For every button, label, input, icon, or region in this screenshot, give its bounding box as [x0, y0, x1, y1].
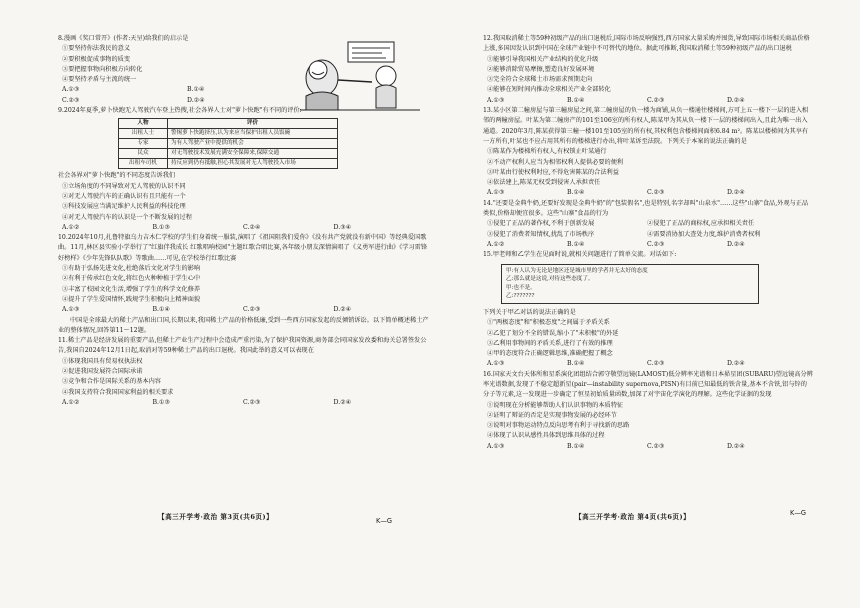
page-footer-left: 【高三开学考·政治 第3页(共6页)】	[158, 513, 274, 521]
option: ④体现了认识从感性具体到思维具体的过程	[487, 432, 605, 440]
choice-d: D.②④	[727, 240, 745, 248]
option: ②能够消除贸易摩擦,塑造良好发展环境	[487, 65, 595, 73]
option: ④提升了学生爱国情怀,践规学生积极向上精神面貌	[62, 295, 201, 303]
choice-d: D.②④	[333, 306, 352, 314]
material-note: 中国是全球最大的稀土产品和出口国,长期以来,我国稀土产品的价格低廉,受到一些西方国家发起的反倾销诉讼。以下简单概述稀土产业的整体情况,回答第11～12题。	[58, 316, 429, 334]
question-stem: 10.2024年10月,扎鲁特旗乌力吉木仁学校的学生们身着统一服装,演唱了《祖国阻我们爱你》《没有共产党就没有新中国》等经典爱国歌曲。11月,林区县实验小学举行了"红旗伴我成长 红歌唱响校园"主题红歌合唱比赛,各年级小朋友深情演唱了《义勇军进行曲》《学习雷锋好榜样》《少年先锋队队歌》等歌曲……可见,在学校举行红歌比赛	[58, 234, 428, 262]
option: ②证明了辩证的否定是实现事物发展的必经环节	[487, 411, 617, 419]
question-stem: 13.某小区第二幢房屋与第三幢房屋之间,第二幢房屋的负一楼为商铺,从负一楼通往楼梯间,方可上五一楼下一层的进入相邻的两幢房屋。叶某为第二幢房产的101至106室的所有权人,陈某甲为其从负一楼下一层的楼梯间出入,且此为唯一出入通道。2020年3月,陈某获得第三幢一楼101至105室的所有权,其权利包含楼梯间面积6.84 m²。陈某以楼梯间为其享有一方所有,叶某也不应占用其所有的楼梯进行办出,将叶某诉至法院。下列关于本案的说法正确的是	[483, 107, 809, 145]
option: ①陈某作为楼梯所有权人,有权锁止叶某通行	[487, 148, 607, 156]
table-cell: 对无驾驶技术发展充满安全保障来,保障交通	[168, 149, 338, 159]
choice-c: C.②③	[647, 96, 665, 104]
choice-d: D.②④	[333, 398, 352, 406]
option: ①说明现在分析能够帮助人们认识事物的本质特征	[487, 401, 624, 409]
choice-a: A.①②	[487, 240, 505, 248]
choice-a: A.①③	[62, 306, 80, 314]
option: ①立场角度的不同导致对无人驾驶的认识不同	[62, 182, 186, 190]
option: ②对无人驾驶汽车的正确认识有且只能有一个	[62, 192, 186, 200]
option: ③乙利用事物间的矛盾关系,进行了有效的推理	[487, 339, 613, 347]
option: ②要积极促成事物的质变	[62, 55, 131, 63]
choice-b: B.①④	[567, 240, 585, 248]
answer-choices	[483, 240, 813, 250]
choice-a: A.①③	[487, 96, 505, 104]
question-stem: 8.漫画《奖口常开》(作者:天呈)给我们的启示是	[58, 35, 189, 42]
option: ③要把握事物向积极方向转化	[62, 65, 143, 73]
choice-d: D.②④	[187, 96, 205, 104]
option-pair	[483, 230, 813, 240]
option: ④我国支持符合我国国家利益的相关要求	[62, 388, 174, 396]
dialog-line: 甲:也不是。	[506, 284, 536, 291]
option: ②侵犯了正品的商标权,应承担相关责任	[647, 220, 755, 228]
option: ③侵犯了消费者知情权,扰乱了市场秩序	[487, 230, 595, 238]
option: ②不动产权利人应当为相邻权利人提供必要的便利	[487, 158, 624, 166]
option: ②促进我国发展符合国际承诺	[62, 368, 143, 376]
option: ①要坚持你法我民的意义	[62, 45, 131, 53]
choice-a: A.①③	[487, 360, 505, 368]
choice-b: B.①③	[152, 223, 171, 231]
option: ③完全符合全球稀土市场需求预期走向	[487, 76, 593, 84]
choice-b: B.①④	[567, 189, 585, 197]
choice-b: B.①④	[187, 86, 205, 94]
question-13	[483, 106, 813, 199]
question-stem: 15.甲老师和乙学生在见面时说,就相关问题进行了简单交流。对话如下:	[483, 251, 677, 259]
option: ④能够在短时间内推动全球相关产业全部转化	[487, 86, 611, 94]
answer-choices	[58, 305, 430, 315]
option: ④对无人驾驶汽车的认识是一个不断发展的过程	[62, 213, 192, 221]
answer-choices	[483, 442, 813, 452]
choice-b: B.①③	[152, 398, 171, 406]
option: ①"两极态度"和"积极态度"之间属于矛盾关系	[487, 319, 610, 327]
paper-code-left: K—G	[376, 517, 393, 525]
evaluation-table	[118, 118, 338, 169]
table-cell: 持反应到仍有抵触,担心其发展对无人驾驶投入市场	[168, 159, 338, 169]
option: ④需要消协加大查处力度,维护消费者权利	[647, 230, 761, 238]
choice-d: D.②④	[727, 96, 745, 104]
choice-a: A.①②	[62, 223, 80, 231]
choice-c: C.②③	[647, 240, 665, 248]
question-lead: 下列关于甲乙对话的说法正确的是	[483, 308, 576, 316]
choice-a: A.①②	[62, 398, 80, 406]
table-cell: 专家	[119, 139, 168, 149]
table-cell: 为有人驾驶产业中提供的机会	[168, 139, 338, 149]
choice-d: D.②④	[727, 189, 745, 197]
option: ③丰富了校园文化生活,增强了学生的科学文化修养	[62, 285, 201, 293]
question-16	[483, 370, 813, 452]
left-page	[58, 34, 430, 408]
question-12	[483, 34, 813, 106]
dialog-line: 甲:有人认为无论是地区还是城市里的学者并无太好的态度	[506, 267, 648, 274]
question-11	[58, 336, 430, 408]
dialog-box	[501, 264, 759, 304]
choice-d: D.②④	[727, 360, 745, 368]
table-cell: 民众	[119, 149, 168, 159]
option: ②有利于传承红色文化,将红色火种种植于学生心中	[62, 275, 201, 283]
table-cell: 警惕萝卜快跑挤压,认为来应当保护出租人员饭碗	[168, 129, 338, 139]
choice-a: A.①③	[62, 86, 80, 94]
answer-choices	[483, 188, 813, 198]
question-stem: 11.稀土产品是经济发展的重要产品,但稀土产业生产过程中会造成严重污染,为了保护我国资源,商务部会同国家发改委和海关总署签发公告,我国自2024年12月1日起,取消对等59种稀土产品的出口退税。我国此举的意义可以表现在	[58, 337, 427, 355]
option: ③说明对事物运动特点反向思考有利于寻找新的思路	[487, 422, 630, 430]
option: ④甲的态度符合正确逻辑思维,准确把握了概念	[487, 350, 613, 358]
choice-d: D.②④	[727, 442, 745, 450]
table-row	[119, 139, 338, 149]
choice-a: A.①③	[487, 189, 505, 197]
answer-choices	[58, 96, 318, 106]
option: ①侵犯了正品的著作权,不利于创新发展	[487, 220, 595, 228]
choice-a: A.①③	[487, 442, 505, 450]
table-cell: 出租车司机	[119, 159, 168, 169]
option: ①有助于弘扬先进文化,杜绝落后文化对学生的影响	[62, 265, 201, 273]
page-footer-right: 【高三开学考·政治 第4页(共6页)】	[575, 513, 691, 521]
choice-b: B.①④	[152, 306, 171, 314]
choice-b: B.①④	[567, 442, 585, 450]
question-9	[58, 106, 430, 233]
answer-choices	[58, 223, 430, 233]
question-stem: 16.国家天文台天体所和星系演化团组结合郭守敬望远镜(LAMOST)低分辨率光谱和日本昴星团(SUBARU)望远镜高分辨率光谱数据,发现了不稳定超新星(pair—instability supernova,PISN)有目前已知最低的铁含量,基本不含铁,铝与锌的分子等元素,这一发现进一步确定了恒星初始质量函数,加深了对宇宙化学演化的理解。这些化学证据的发现	[483, 370, 813, 399]
choice-c: C.②④	[243, 223, 261, 231]
question-stem: 12.我国取消稀土等59种初级产品的出口退税后,国际市场反响强烈,西方国家大量采购并囤货,导致国际市场相关商品价格上涨,多国因发认识到中国在全球产业链中不可替代的地位。据此可推断,我国取消稀土等59种初级产品的出口退税	[483, 35, 810, 53]
question-14	[483, 199, 813, 250]
table-row	[119, 149, 338, 159]
choice-c: C.②③	[243, 398, 261, 406]
option: ③叶某由行使权利时应,不得危害陈某的合法利益	[487, 168, 619, 176]
table-row	[119, 159, 338, 169]
paper-code-right: K—G	[790, 509, 807, 517]
choice-c: C.②③	[62, 96, 80, 104]
option: ③科技发展应当满足维护人民利益的科技伦理	[62, 203, 186, 211]
question-stem: 9.2024年夏季,萝卜快跑无人驾驶汽车登上热搜,社会各界人士对"萝卜快跑"有不同的评价:	[58, 107, 302, 115]
option-pair	[483, 219, 813, 229]
choice-b: B.①④	[567, 96, 585, 104]
choice-c: C.②③	[647, 360, 665, 368]
choice-c: C.②③	[647, 189, 665, 197]
option: ②乙犯了划分不全的错误,缩小了"未积极"的外延	[487, 329, 619, 337]
right-page	[483, 34, 813, 452]
table-row	[119, 129, 338, 139]
answer-choices	[58, 85, 318, 95]
question-lead: 社会各界对"萝卜快跑"的不同态度告诉我们	[58, 172, 176, 180]
answer-choices	[483, 359, 813, 369]
table-header: 人物	[119, 119, 168, 129]
option: ④依法建上,陈某无权受到侵害人承担责任	[487, 179, 601, 187]
dialog-line: 乙:???????	[506, 293, 535, 300]
dialog-line: 乙:那么就是这说,对待这些态度了。	[506, 276, 594, 283]
option: ③竞争和合作是国际关系的基本内容	[62, 378, 161, 386]
table-cell: 出租人士	[119, 129, 168, 139]
answer-choices	[483, 96, 813, 106]
question-10	[58, 233, 430, 315]
question-15	[483, 250, 813, 369]
option: ①能够引导我国相关产业结构的优化升级	[487, 55, 599, 63]
choice-d: D.③④	[333, 223, 352, 231]
option: ④要坚持矛盾与主流的统一	[62, 76, 137, 84]
choice-c: C.②③	[647, 442, 665, 450]
option: ①体现我国具有贸易权执法权	[62, 357, 143, 365]
table-header: 评价	[168, 119, 338, 129]
choice-c: C.②③	[243, 306, 261, 314]
answer-choices	[58, 398, 430, 408]
question-8	[58, 34, 430, 106]
question-stem: 14."还要是金典牛奶,还要好发现是金典牛奶"的"包装假名",也是特别,名字却叫"山泉水"……这些"山寨"食品,外观与正品类似,价格却便宜很多。这些"山寨"食品的行为	[483, 199, 809, 218]
choice-b: B.①④	[567, 360, 585, 368]
